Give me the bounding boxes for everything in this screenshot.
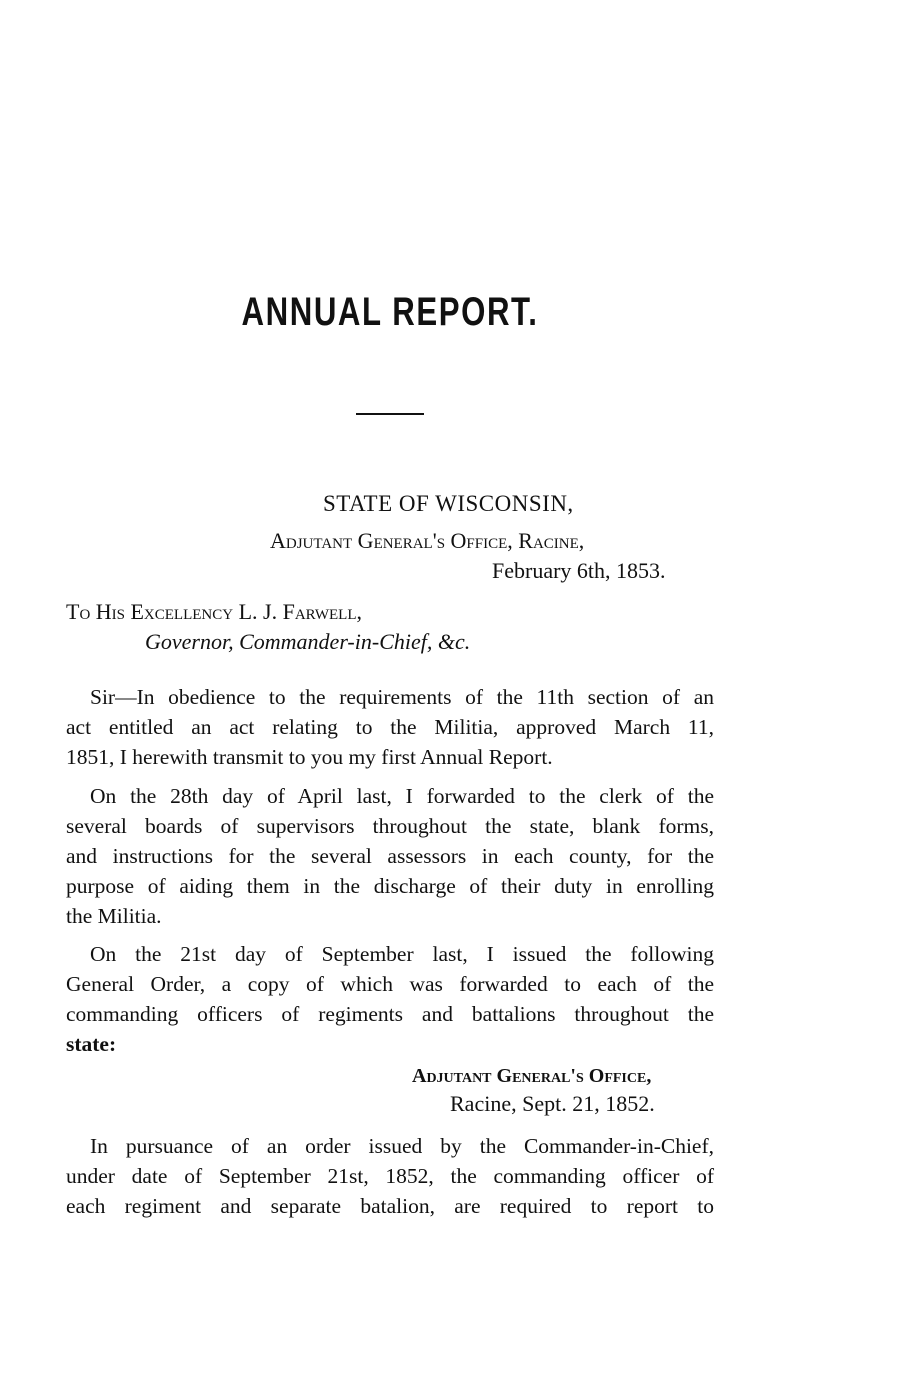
salutation-to: To His Excellency L. J. Farwell, xyxy=(66,599,362,624)
heading-office: Adjutant General's Office, Racine, xyxy=(270,528,585,553)
paragraph-3-line-4: state: xyxy=(66,1032,117,1056)
paragraph-1-line-3: 1851, I herewith transmit to you my first Annual Report. xyxy=(66,745,553,769)
paragraph-1-line-2: act entitled an act relating to the Militia, approved March 11, xyxy=(66,715,714,739)
paragraph-3-line-3: commanding officers of regiments and battalions throughout the xyxy=(66,1002,714,1026)
order-paragraph-line-1: In pursuance of an order issued by the Commander-in-Chief, xyxy=(90,1134,714,1158)
order-paragraph-line-3: each regiment and separate batalion, are required to report to xyxy=(66,1194,714,1218)
salutation-titles: Governor, Commander-in-Chief, &c. xyxy=(145,629,471,654)
paragraph-2-line-2: several boards of supervisors throughout the state, blank forms, xyxy=(66,814,714,838)
order-paragraph-line-2: under date of September 21st, 1852, the commanding officer of xyxy=(66,1164,714,1188)
heading-date: February 6th, 1853. xyxy=(492,558,666,583)
order-heading-office: Adjutant General's Office, xyxy=(412,1065,652,1087)
title-rule xyxy=(356,413,424,415)
paragraph-1-line-1: Sir—In obedience to the requirements of the 11th section of an xyxy=(90,685,714,709)
page-title: ANNUAL REPORT. xyxy=(241,290,539,334)
paragraph-2-line-4: purpose of aiding them in the discharge of their duty in enrolling xyxy=(66,874,714,898)
paragraph-2-line-5: the Militia. xyxy=(66,904,162,928)
paragraph-2-line-1: On the 28th day of April last, I forwarded to the clerk of the xyxy=(90,784,714,808)
heading-state: STATE OF WISCONSIN, xyxy=(323,491,574,516)
paragraph-3-line-1: On the 21st day of September last, I issued the following xyxy=(90,942,714,966)
paragraph-2-line-3: and instructions for the several assessors in each county, for the xyxy=(66,844,714,868)
paragraph-3-line-2: General Order, a copy of which was forwarded to each of the xyxy=(66,972,714,996)
order-heading-place-date: Racine, Sept. 21, 1852. xyxy=(450,1091,655,1116)
